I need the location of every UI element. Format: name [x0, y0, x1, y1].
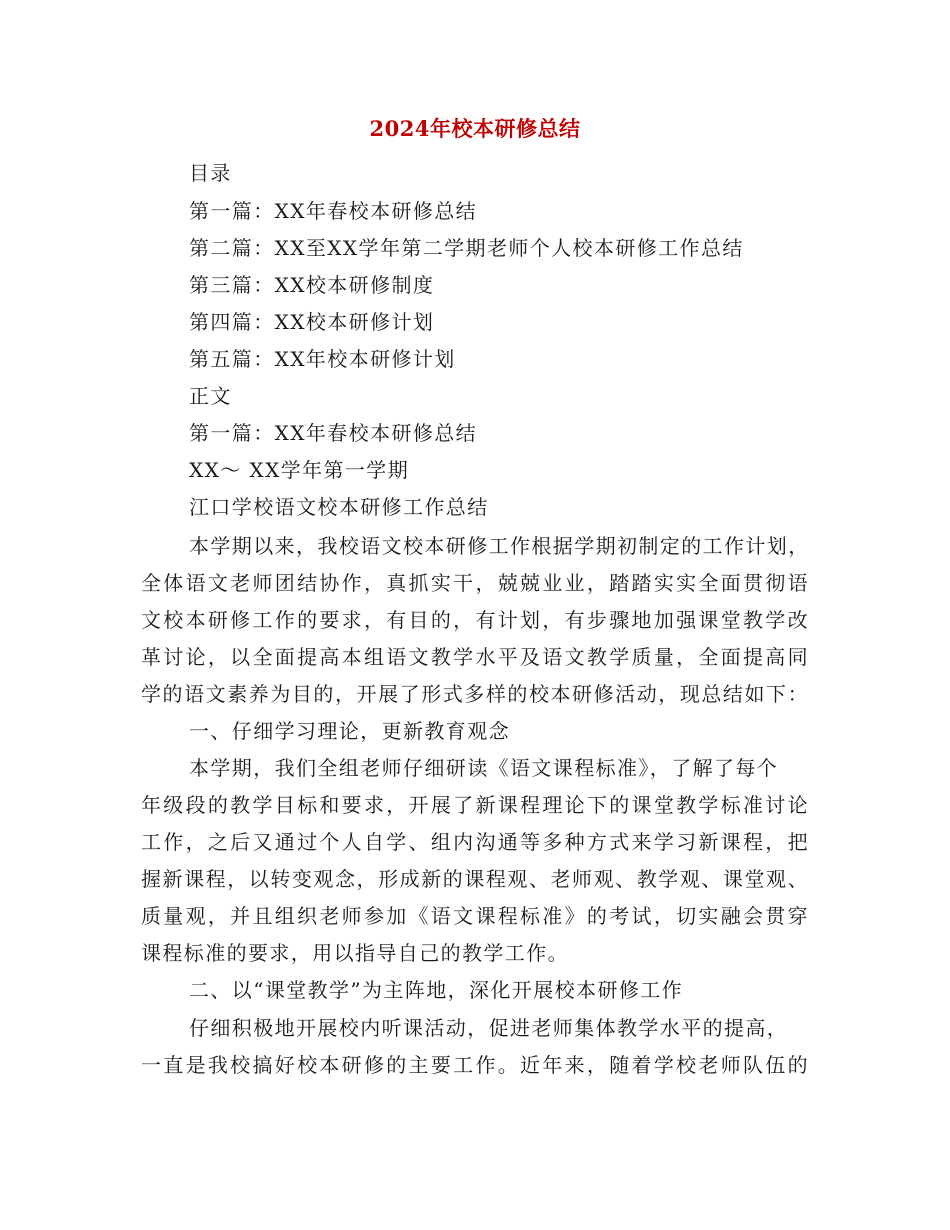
toc-item-2: 第二篇：XX至XX学年第二学期老师个人校本研修工作总结 [189, 236, 744, 260]
term-line: XX～ XX学年第一学期 [189, 458, 410, 482]
toc-item-4: 第四篇：XX校本研修计划 [189, 310, 435, 334]
paragraph-line: 质量观，并且组织老师参加《语文课程标准》的考试，切实融会贯穿 [141, 904, 809, 928]
document-title: 2024年校本研修总结 [369, 116, 581, 141]
paragraph-line: 革讨论，以全面提高本组语文教学水平及语文教学质量，全面提高同 [141, 645, 809, 669]
paragraph-line: 仔细积极地开展校内听课活动，促进老师集体教学水平的提高， [189, 1016, 789, 1040]
paragraph-line: 学的语文素养为目的，开展了形式多样的校本研修活动，现总结如下： [141, 682, 809, 706]
article-title: 第一篇：XX年春校本研修总结 [189, 421, 478, 445]
paragraph-line: 一直是我校搞好校本研修的主要工作。近年来，随着学校老师队伍的 [141, 1053, 809, 1077]
section-heading-1: 一、仔细学习理论，更新教育观念 [189, 719, 510, 743]
paragraph-line: 年级段的教学目标和要求，开展了新课程理论下的课堂教学标准讨论 [141, 793, 809, 817]
paragraph-line: 本学期以来，我校语文校本研修工作根据学期初制定的工作计划， [189, 534, 810, 558]
school-title: 江口学校语文校本研修工作总结 [189, 495, 489, 519]
paragraph-line: 本学期，我们全组老师仔细研读《语文课程标准》，了解了每个 [189, 756, 779, 780]
toc-item-3: 第三篇：XX校本研修制度 [189, 273, 435, 297]
paragraph-line: 全体语文老师团结协作，真抓实干，兢兢业业，踏踏实实全面贯彻语 [141, 571, 809, 595]
toc-heading: 目录 [189, 161, 232, 185]
paragraph-line: 工作，之后又通过个人自学、组内沟通等多种方式来学习新课程，把 [141, 830, 809, 854]
toc-item-1: 第一篇：XX年春校本研修总结 [189, 199, 478, 223]
toc-item-5: 第五篇：XX年校本研修计划 [189, 347, 456, 371]
section-heading-2: 二、以“课堂教学”为主阵地，深化开展校本研修工作 [189, 978, 684, 1002]
body-heading: 正文 [189, 384, 232, 408]
paragraph-line: 握新课程，以转变观念，形成新的课程观、老师观、教学观、课堂观、 [141, 867, 809, 891]
paragraph-line: 课程标准的要求，用以指导自己的教学工作。 [141, 941, 569, 965]
paragraph-line: 文校本研修工作的要求，有目的，有计划，有步骤地加强课堂教学改 [141, 608, 809, 632]
